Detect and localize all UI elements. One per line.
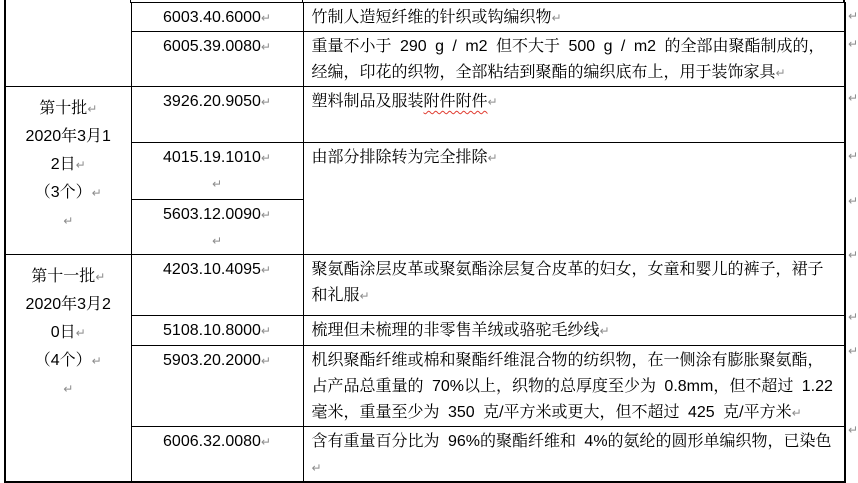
- batch-count: [6, 179, 131, 207]
- return-mark-icon: ↵: [63, 382, 74, 396]
- tariff-exclusion-table: [4, 2, 846, 483]
- return-mark-icon: ↵: [91, 186, 102, 200]
- hs-code-cell[interactable]: [131, 255, 303, 316]
- row-end-mark-icon: ↵: [848, 248, 858, 262]
- hs-code: 6003.40.6000: [163, 9, 261, 26]
- empty-paragraph: [132, 228, 303, 254]
- return-mark-icon: ↵: [75, 326, 86, 340]
- hs-code: 4203.10.4095: [163, 261, 261, 278]
- return-mark-icon: ↵: [260, 151, 271, 165]
- hs-code: 5603.12.0090: [163, 206, 261, 223]
- description-text: 梳理但未梳理的非零售羊绒或骆驼毛纱线: [311, 322, 600, 339]
- return-mark-icon: ↵: [311, 461, 322, 475]
- hs-code-cell[interactable]: [131, 316, 303, 346]
- description-text: 竹制人造短纤维的针织或钩编织物: [311, 9, 552, 26]
- empty-paragraph: [6, 375, 131, 403]
- return-mark-icon: ↵: [260, 11, 271, 25]
- description-cell[interactable]: [303, 255, 845, 316]
- return-mark-icon: ↵: [75, 158, 86, 172]
- hs-code: 5903.20.2000: [163, 352, 261, 369]
- batch-count: [6, 347, 131, 375]
- row-end-mark-icon: ↵: [848, 344, 858, 358]
- description-cell-merged[interactable]: [303, 143, 845, 255]
- description-text: 聚氨酯涂层皮革或聚氨酯涂层复合皮革的妇女，女童和婴儿的裤子，裙子和礼服: [311, 261, 824, 304]
- return-mark-icon: ↵: [260, 263, 271, 277]
- hs-code: 6005.39.0080: [163, 38, 261, 55]
- row-end-mark-icon: ↵: [848, 91, 858, 105]
- return-mark-icon: ↵: [791, 406, 802, 420]
- hs-code: 3926.20.9050: [163, 93, 261, 110]
- description-text: 机织聚酯纤维或棉和聚酯纤维混合物的纺织物，在一侧涂有膨胀聚氨酯，占产品总重量的 70%以上，织物的总厚度至少为 0.8mm，但不超过 1.22 毫米，重量至少为 350 克/平方米或更大，但不超过 425 克/平方米: [311, 352, 833, 421]
- description-cell[interactable]: [303, 32, 845, 87]
- return-mark-icon: ↵: [487, 151, 498, 165]
- hs-code-cell[interactable]: [131, 346, 303, 427]
- description-cell[interactable]: [303, 427, 845, 483]
- return-mark-icon: ↵: [87, 102, 98, 116]
- batch-date-line1: 2020年3月1: [25, 128, 111, 145]
- hs-code-cell[interactable]: [131, 143, 303, 200]
- row-end-mark-icon: ↵: [848, 310, 858, 324]
- return-mark-icon: ↵: [260, 354, 271, 368]
- batch-count-text: （4个）: [34, 352, 92, 369]
- table-row: [5, 32, 845, 87]
- table-row: [5, 427, 845, 483]
- description-text: 由部分排除转为完全排除: [311, 149, 488, 166]
- return-mark-icon: ↵: [599, 324, 610, 338]
- return-mark-icon: ↵: [260, 95, 271, 109]
- batch-name: [6, 95, 131, 123]
- return-mark-icon: ↵: [211, 177, 223, 191]
- batch-count-text: （3个）: [34, 184, 92, 201]
- description-text: 塑料制品及服装: [311, 93, 424, 110]
- empty-paragraph: [6, 207, 131, 235]
- return-mark-icon: ↵: [775, 66, 786, 80]
- description-cell[interactable]: [303, 346, 845, 427]
- table-row: [5, 87, 845, 143]
- table-row: [5, 255, 845, 316]
- table-row: [5, 316, 845, 346]
- spellcheck-error-text: 附件附件: [423, 93, 488, 110]
- hs-code: 4015.19.1010: [163, 149, 261, 166]
- batch-cell-11[interactable]: [5, 255, 131, 483]
- table-row: [5, 346, 845, 427]
- row-end-mark-icon: ↵: [848, 37, 858, 51]
- batch-date-line1: 2020年3月2: [25, 296, 111, 313]
- table-row: [5, 3, 845, 32]
- description-cell[interactable]: [303, 316, 845, 346]
- batch-cell-empty[interactable]: [5, 3, 131, 87]
- batch-date-line2: [6, 151, 131, 179]
- return-mark-icon: ↵: [260, 324, 271, 338]
- return-mark-icon: ↵: [260, 435, 271, 449]
- return-mark-icon: ↵: [359, 289, 370, 303]
- hs-code-cell[interactable]: [131, 32, 303, 87]
- batch-date-line2: [6, 319, 131, 347]
- row-end-mark-icon: ↵: [848, 194, 858, 208]
- description-text: 含有重量百分比为 96%的聚酯纤维和 4%的氨纶的圆形单编织物，已染色: [311, 433, 832, 450]
- return-mark-icon: ↵: [91, 354, 102, 368]
- row-end-mark-icon: ↵: [848, 423, 858, 437]
- hs-code-cell[interactable]: [131, 200, 303, 255]
- return-mark-icon: ↵: [487, 95, 498, 109]
- return-mark-icon: ↵: [260, 40, 271, 54]
- hs-code-cell[interactable]: [131, 3, 303, 32]
- hs-code: 5108.10.8000: [163, 322, 261, 339]
- batch-date-text: 0日: [50, 324, 76, 341]
- table-row: [5, 143, 845, 200]
- return-mark-icon: ↵: [63, 214, 74, 228]
- return-mark-icon: ↵: [211, 234, 223, 248]
- batch-name-text: 第十一批: [31, 268, 96, 285]
- return-mark-icon: ↵: [551, 11, 562, 25]
- row-end-mark-icon: ↵: [848, 149, 858, 163]
- hs-code-cell[interactable]: [131, 87, 303, 143]
- batch-date-text: 2日: [50, 156, 76, 173]
- hs-code-line: [132, 145, 303, 171]
- empty-paragraph: [132, 171, 303, 197]
- hs-code-cell[interactable]: [131, 427, 303, 483]
- hs-code-line: [132, 202, 303, 228]
- batch-cell-10[interactable]: [5, 87, 131, 255]
- description-cell[interactable]: [303, 3, 845, 32]
- batch-name-text: 第十批: [39, 100, 88, 117]
- description-cell[interactable]: [303, 87, 845, 143]
- hs-code: 6006.32.0080: [163, 433, 261, 450]
- return-mark-icon: ↵: [260, 208, 271, 222]
- return-mark-icon: ↵: [95, 270, 106, 284]
- description-text: 重量不小于 290 g / m2 但不大于 500 g / m2 的全部由聚酯制成的，经编，印花的织物，全部粘结到聚酯的编织底布上，用于装饰家具: [311, 38, 825, 81]
- batch-name: [6, 263, 131, 291]
- row-end-mark-icon: ↵: [848, 9, 858, 23]
